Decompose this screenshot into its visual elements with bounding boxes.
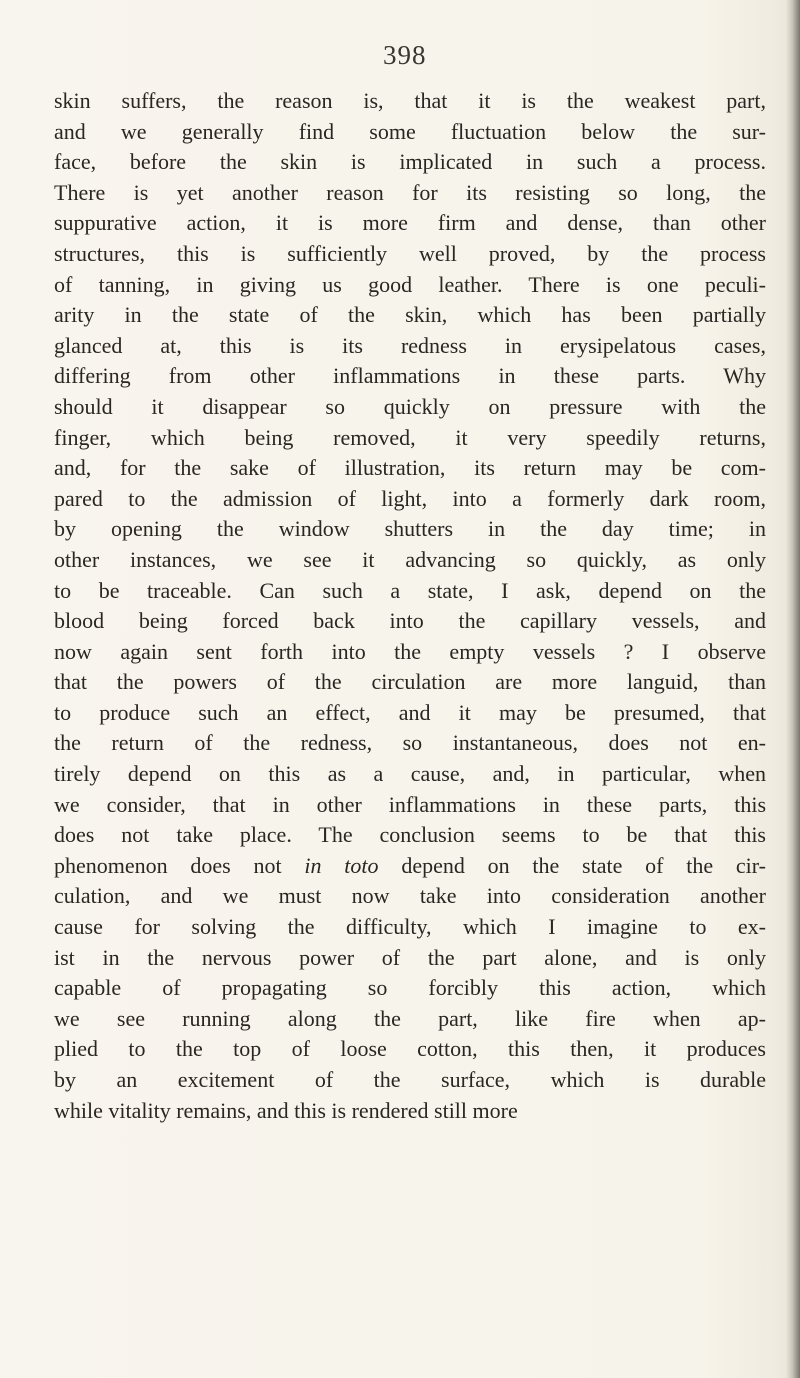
- text-line: ist in the nervous power of the part alone, and is only: [54, 944, 766, 970]
- text-line: does not take place. The conclusion seems to be that this: [54, 822, 766, 848]
- text-line: plied to the top of loose cotton, this then, it produces: [54, 1036, 766, 1062]
- text-line: by opening the window shutters in the day time; in: [54, 516, 766, 542]
- text-line: pared to the admission of light, into a formerly dark room,: [54, 485, 766, 511]
- text-line: suppurative action, it is more firm and dense, than other: [54, 210, 766, 236]
- text-line: differing from other inflammations in these parts. Why: [54, 363, 766, 389]
- text-line: cause for solving the difficulty, which I imagine to ex-: [54, 914, 766, 940]
- text-line: while vitality remains, and this is rendered still more: [54, 1097, 518, 1123]
- text-segment: depend on the state of the cir-: [378, 852, 766, 878]
- text-line: to produce such an effect, and it may be presumed, that: [54, 699, 766, 725]
- page-binding-edge: [786, 0, 800, 1378]
- text-line: blood being forced back into the capillary vessels, and: [54, 608, 766, 634]
- text-line: that the powers of the circulation are more languid, than: [54, 669, 766, 695]
- text-line: we see running along the part, like fire when ap-: [54, 1005, 766, 1031]
- text-line: tirely depend on this as a cause, and, in particular, when: [54, 761, 766, 787]
- text-line: now again sent forth into the empty vessels ? I observe: [54, 638, 766, 664]
- body-text: [54, 86, 766, 1126]
- text-line: face, before the skin is implicated in such a process.: [54, 149, 766, 175]
- text-line: capable of propagating so forcibly this action, which: [54, 975, 766, 1001]
- text-line: [54, 851, 766, 882]
- text-line: culation, and we must now take into consideration another: [54, 883, 766, 909]
- text-line: and, for the sake of illustration, its return may be com-: [54, 455, 766, 481]
- text-line: and we generally find some fluctuation below the sur-: [54, 118, 766, 144]
- italic-phrase: in toto: [304, 852, 379, 878]
- text-line: by an excitement of the surface, which is durable: [54, 1067, 766, 1092]
- text-line: we consider, that in other inflammations in these parts, this: [54, 791, 766, 817]
- text-line: other instances, we see it advancing so quickly, as only: [54, 546, 766, 572]
- text-line: should it disappear so quickly on pressure with the: [54, 393, 766, 419]
- text-line: of tanning, in giving us good leather. There is one peculi-: [54, 271, 766, 297]
- text-line: skin suffers, the reason is, that it is the weakest part,: [54, 88, 766, 113]
- text-line: arity in the state of the skin, which has been partially: [54, 302, 766, 328]
- text-segment: phenomenon does not: [54, 852, 305, 878]
- page-number: 398: [383, 40, 427, 70]
- text-line: the return of the redness, so instantaneous, does not en-: [54, 730, 766, 756]
- text-line: structures, this is sufficiently well proved, by the process: [54, 240, 766, 266]
- text-line: finger, which being removed, it very speedily returns,: [54, 424, 766, 450]
- text-line: glanced at, this is its redness in erysipelatous cases,: [54, 332, 766, 358]
- text-line: There is yet another reason for its resisting so long, the: [54, 179, 766, 205]
- text-line: to be traceable. Can such a state, I ask, depend on the: [54, 577, 766, 603]
